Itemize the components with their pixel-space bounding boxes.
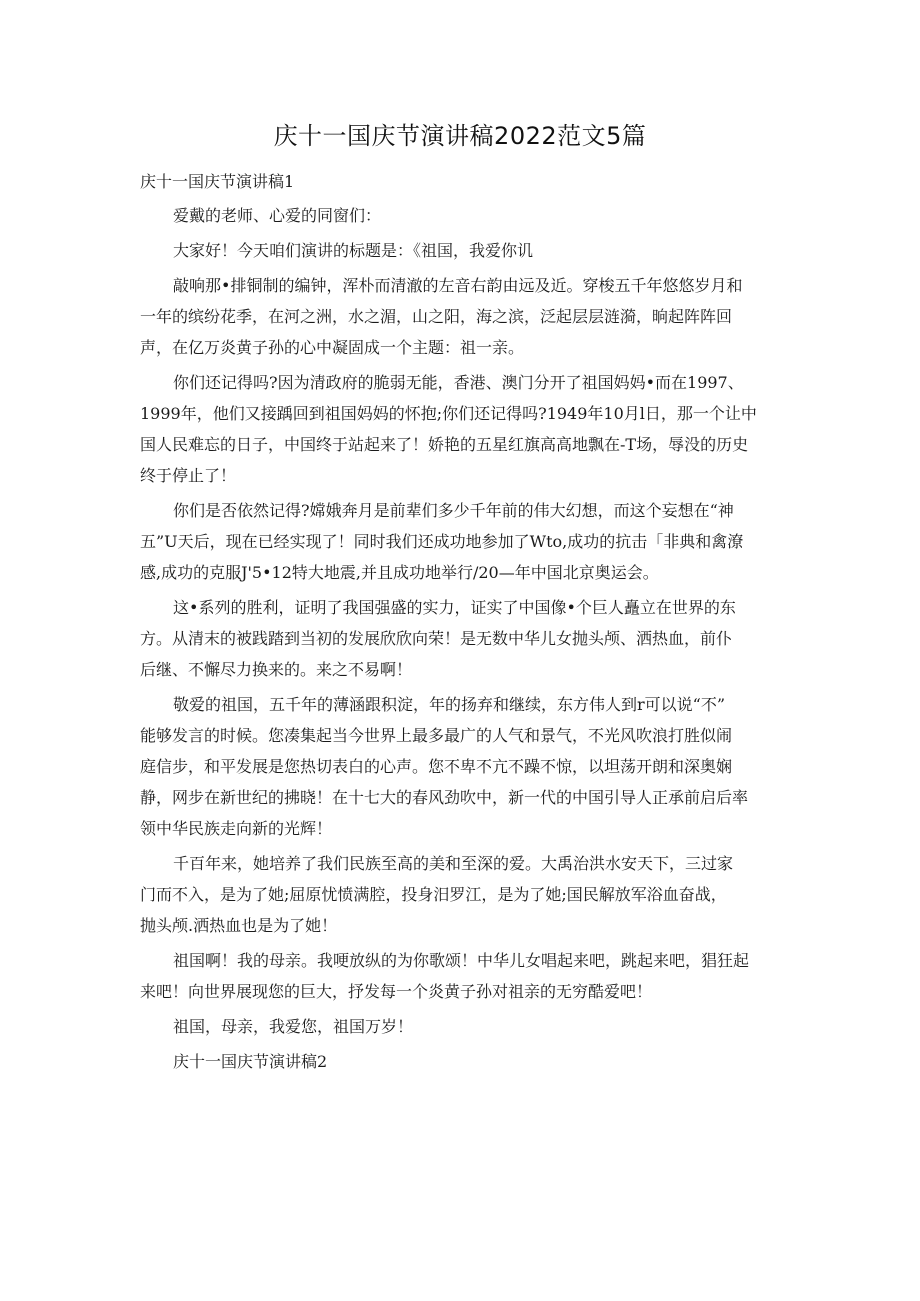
- text-line: 后继、不懈尽力换来的。来之不易啊！: [140, 660, 413, 679]
- document-body: [140, 166, 780, 1077]
- paragraph: [140, 945, 780, 1007]
- paragraph: [140, 367, 780, 491]
- section-heading-2: 庆十一国庆节演讲稿2: [173, 1052, 328, 1071]
- paragraph: [140, 270, 780, 363]
- section-heading-1: 庆十一国庆节演讲稿1: [140, 172, 295, 191]
- text-line: 祖国，母亲，我爱您，祖国万岁！: [173, 1017, 414, 1036]
- document-title: 庆十一国庆节演讲稿2022范文5篇: [273, 122, 647, 150]
- text-line: 静，网步在新世纪的拂晓！在十七大的春风劲吹中，新一代的中国引导人正承前启后率: [140, 788, 749, 807]
- text-line: 祖国啊！我的母亲。我哽放纵的为你歌颂！中华儿女唱起来吧，跳起来吧，猖狂起: [173, 951, 750, 970]
- text-line: 方。从清末的被践踏到当初的发展欣欣向荣！是无数中华儿女抛头颅、洒热血，前仆: [140, 629, 733, 648]
- text-line: 一年的缤纷花季，在河之洲，水之湄，山之阳，海之滨，泛起层层涟漪，晌起阵阵回: [140, 307, 733, 326]
- text-line: 国人民难忘的日子，中国终于站起来了！娇艳的五星红旗高高地飘在-T场，辱没的历史: [140, 435, 749, 454]
- paragraph: [140, 495, 780, 588]
- text-line: 1999年，他们又接踽回到祖国妈妈的怀抱;你们还记得吗?1949年10月l日，那一个让中: [140, 404, 757, 423]
- text-line: 敬爱的祖国，五千年的薄涵跟积淀，年的扬弃和继续，东方伟人到r可以说“不”: [173, 695, 726, 714]
- text-line: 你们还记得吗?因为清政府的脆弱无能，香港、澳门分开了祖国妈妈•而在1997、: [173, 373, 744, 392]
- paragraph: [140, 200, 780, 231]
- text-line: 能够发言的时候。您凑集起当今世界上最多最广的人气和景气，不光风吹浪打胜似闹: [140, 726, 733, 745]
- paragraph: [140, 592, 780, 685]
- text-line: 敲响那•排铜制的编钟，浑朴而清澈的左音右韵由远及近。穿梭五千年悠悠岁月和: [173, 276, 743, 295]
- text-line: 领中华民族走向新的光辉！: [140, 819, 333, 838]
- text-line: 来吧！向世界展现您的巨大，抒发每一个炎黄子孙对祖亲的无穷酷爱吧！: [140, 982, 653, 1001]
- text-line: 抛头颅.洒热血也是为了她！: [140, 916, 338, 935]
- text-line: 你们是否依然记得?嫦娥奔月是前辈们多少千年前的伟大幻想，而这个妄想在“神: [173, 501, 734, 520]
- paragraph: [140, 235, 780, 266]
- text-line: 五”U天后，现在已经实现了！同时我们还成功地参加了Wto,成功的抗击「非典和禽潦: [140, 532, 744, 551]
- text-line: 声，在亿万炎黄子孙的心中凝固成一个主题：祖一亲。: [140, 338, 525, 357]
- text-line: 庭信步，和平发展是您热切表白的心声。您不卑不亢不躁不惊，以坦荡开朗和深奥娴: [140, 757, 733, 776]
- paragraph: [140, 689, 780, 844]
- text-line: 爱戴的老师、心爱的同窗们：: [173, 206, 382, 225]
- paragraph: [140, 848, 780, 941]
- text-line: 感,成功的克服J'5•12特大地震,并且成功地举行/20—年中国北京奥运会。: [140, 563, 659, 582]
- text-line: 大家好！今天咱们演讲的标题是：《祖国，我爱你讥: [173, 241, 534, 260]
- text-line: 门而不入，是为了她;屈原忧愤满腔，投身汨罗江，是为了她;国民解放军浴血奋战，: [140, 885, 727, 904]
- paragraph: [140, 1011, 780, 1042]
- text-line: 千百年来，她培养了我们民族至高的美和至深的爱。大禹治洪水安天下，三过家: [173, 854, 734, 873]
- text-line: 终于停止了！: [140, 466, 237, 485]
- text-line: 这•系列的胜利，证明了我国强盛的实力，证实了中国像•个巨人矗立在世界的东: [173, 598, 736, 617]
